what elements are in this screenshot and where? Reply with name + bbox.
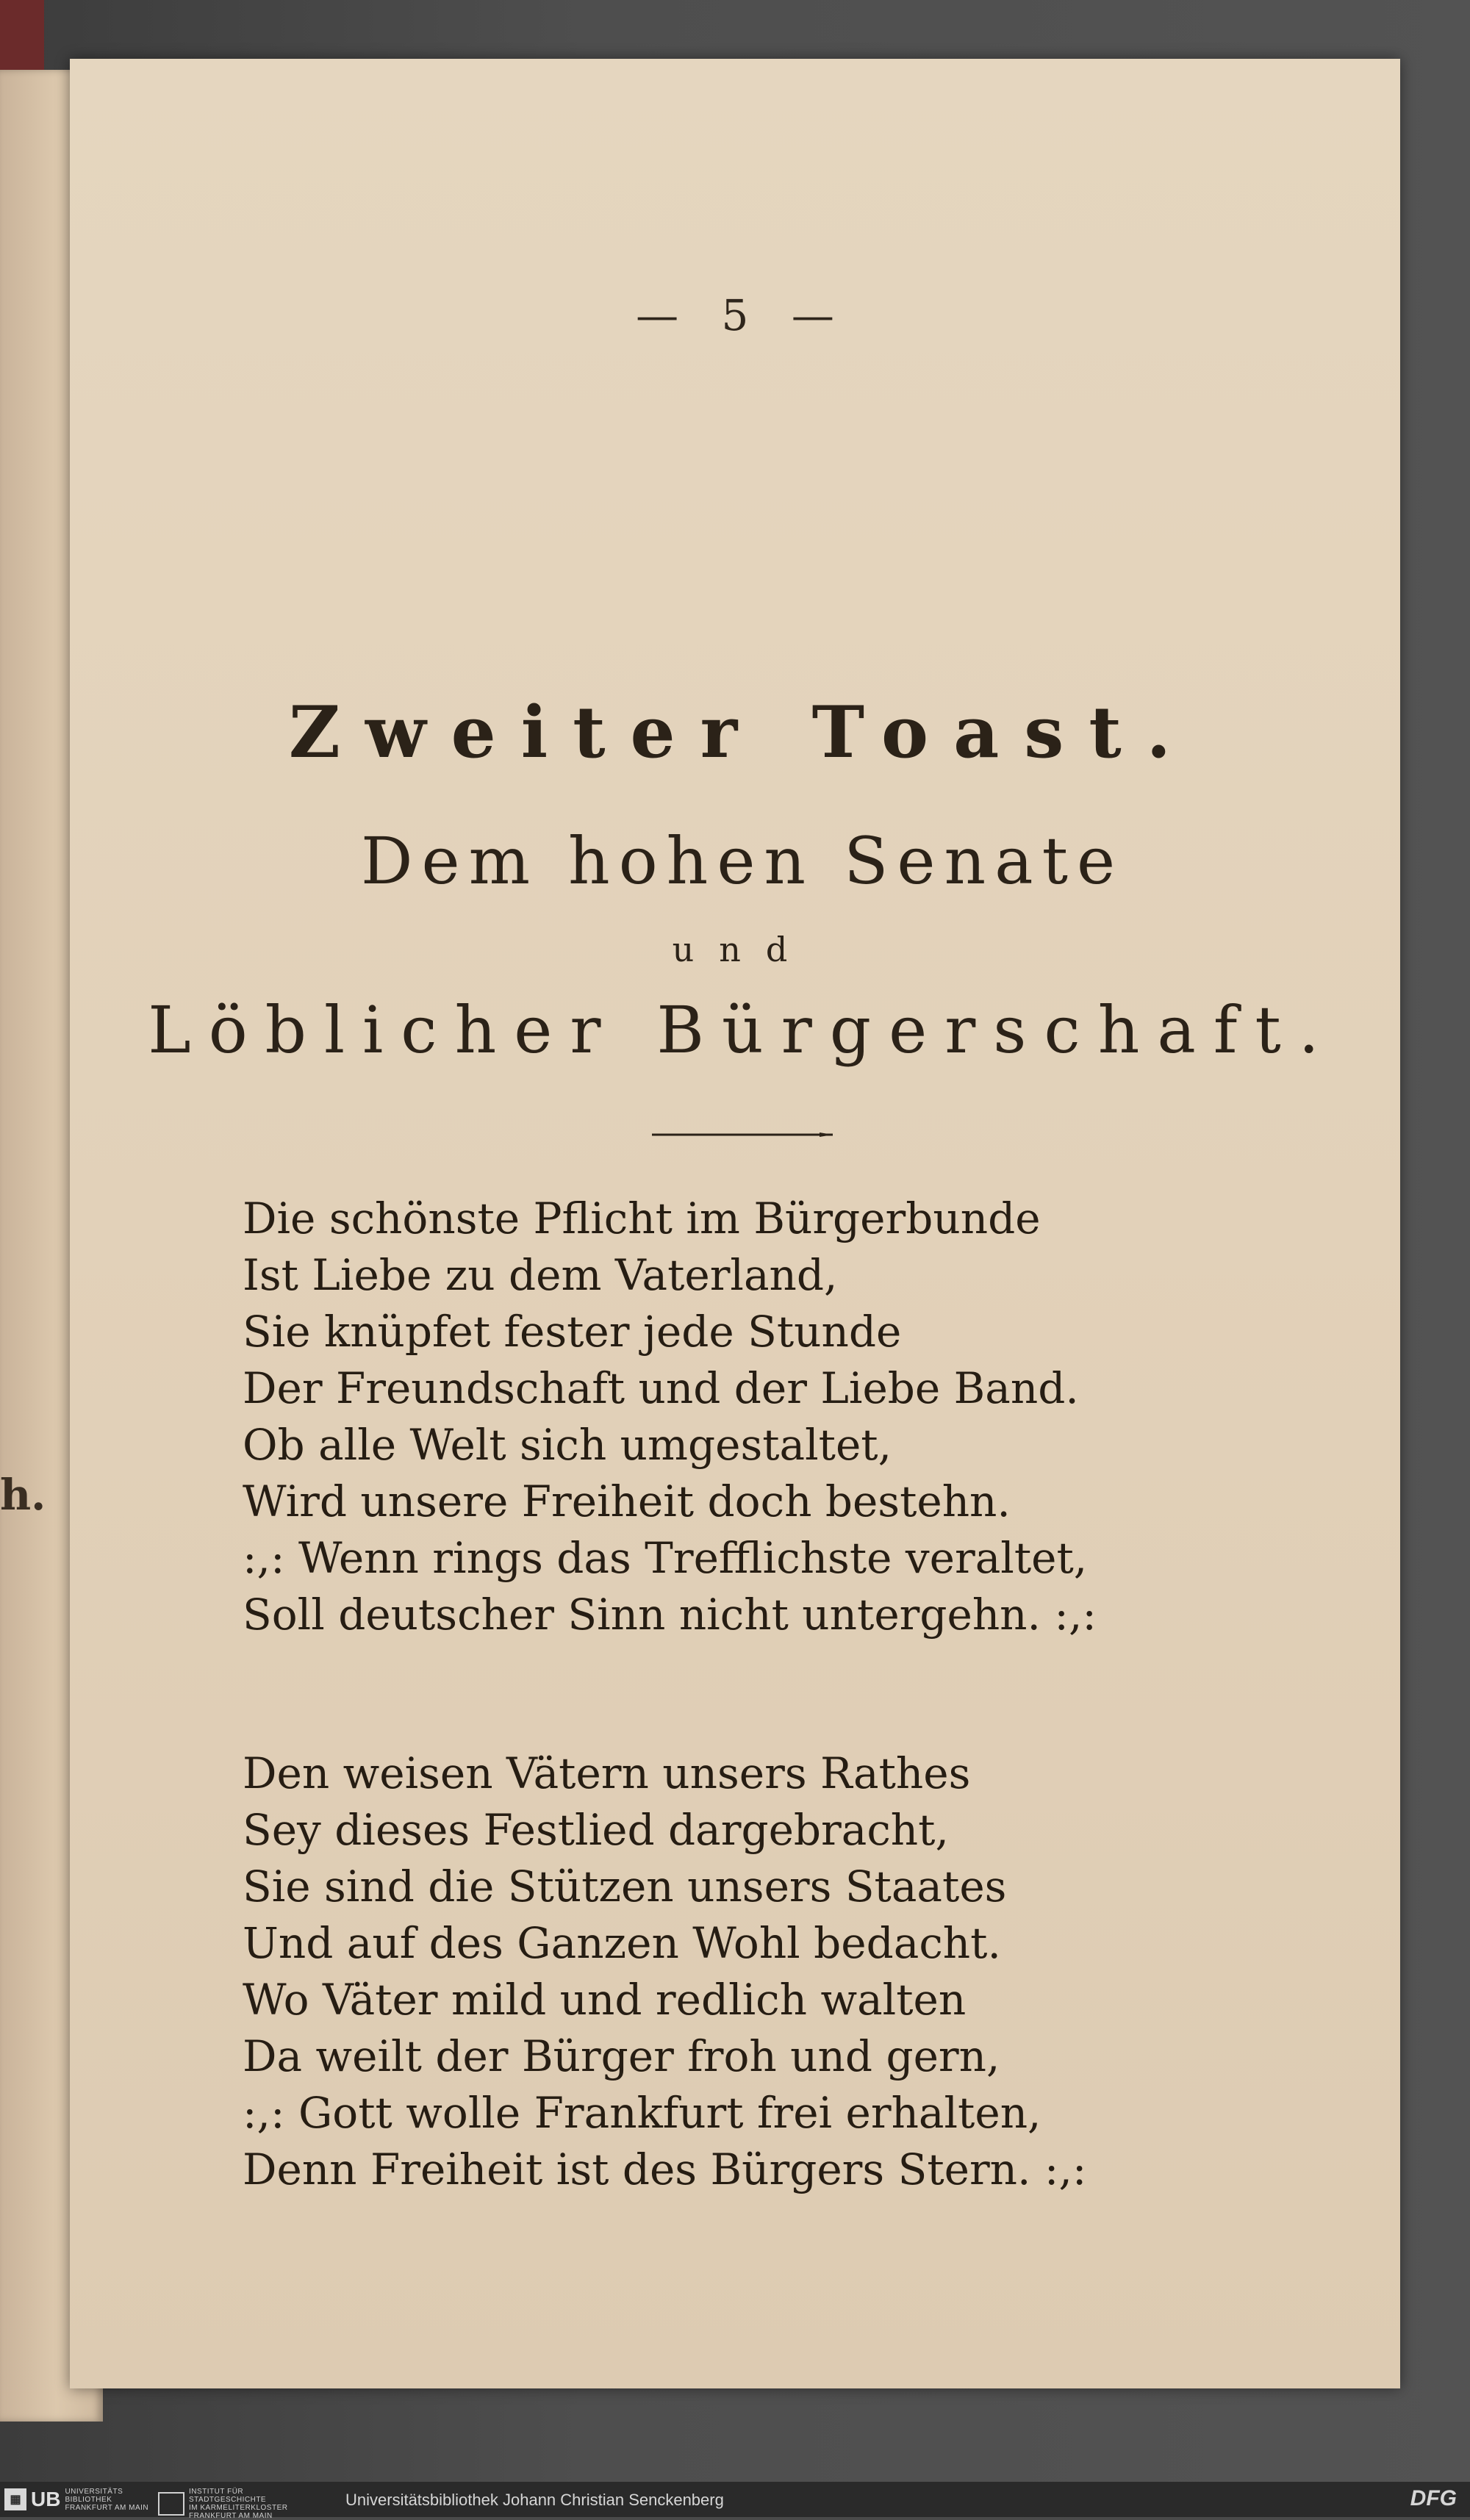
verse-line: Den weisen Vätern unsers Rathes: [243, 1748, 971, 1798]
library-icon: ▦: [4, 2488, 26, 2510]
verse-line: Ob alle Welt sich umgestaltet,: [243, 1420, 892, 1470]
binding-edge: [0, 0, 44, 81]
ub-logo: [4, 2488, 148, 2511]
ub-name-line: UNIVERSITÄTS: [65, 2487, 123, 2496]
institute-name-line: IM KARMELITERKLOSTER: [189, 2504, 288, 2512]
ub-label: UB: [31, 2488, 61, 2510]
page-number: — 5 —: [636, 290, 849, 340]
divider-ornament: [650, 1132, 834, 1138]
verse-line: Soll deutscher Sinn nicht untergehn. :,:: [243, 1590, 1097, 1640]
verse-line: Da weilt der Bürger froh und gern,: [243, 2031, 1000, 2081]
institute-name-line: INSTITUT FÜR: [189, 2488, 244, 2496]
institute-logo: [158, 2488, 287, 2520]
ub-name: [65, 2488, 148, 2512]
verse-line: Und auf des Ganzen Wohl bedacht.: [243, 1918, 1001, 1968]
viewer-footer: [0, 2482, 1470, 2520]
verse-line: Der Freundschaft und der Liebe Band.: [243, 1363, 1079, 1413]
previous-page-fragment: h.: [0, 1470, 46, 1520]
verse-line: Ist Liebe zu dem Vaterland,: [243, 1250, 838, 1300]
institute-icon: [158, 2492, 184, 2516]
institute-name: [189, 2488, 287, 2520]
verse-line: Wo Väter mild und redlich walten: [243, 1975, 967, 2025]
institute-name-line: FRANKFURT AM MAIN: [189, 2512, 273, 2520]
dfg-logo: DFG: [1410, 2486, 1457, 2510]
verse-line: Die schönste Pflicht im Bürgerbunde: [243, 1193, 1041, 1243]
verse-line: Wird unsere Freiheit doch bestehn.: [243, 1476, 1011, 1526]
verse-line: :,: Gott wolle Frankfurt frei erhalten,: [243, 2088, 1041, 2138]
verse-line: :,: Wenn rings das Trefflichste veraltet,: [243, 1533, 1088, 1583]
institute-name-line: STADTGESCHICHTE: [189, 2496, 267, 2504]
verse-line: Sey dieses Festlied dargebracht,: [243, 1805, 949, 1855]
dedication-line: Dem hohen Senate: [360, 823, 1125, 899]
verse-line: Sie sind die Stützen unsers Staates: [243, 1862, 1007, 1911]
verse-line: Sie knüpfet fester jede Stunde: [243, 1307, 902, 1357]
verse-line: Denn Freiheit ist des Bürgers Stern. :,:: [243, 2144, 1087, 2194]
dedication-conjunction: und: [672, 930, 813, 969]
library-credit: Universitätsbibliothek Johann Christian Senckenberg: [345, 2491, 724, 2509]
ub-name-line: BIBLIOTHEK: [65, 2495, 112, 2504]
ub-name-line: FRANKFURT AM MAIN: [65, 2503, 149, 2512]
stanza-1: [243, 1191, 1345, 1643]
toast-title: Zweiter Toast.: [288, 691, 1197, 774]
stanza-2: [243, 1745, 1345, 2198]
dedication-line-2: Löblicher Bürgerschaft.: [148, 992, 1337, 1068]
book-page: [70, 59, 1400, 2388]
